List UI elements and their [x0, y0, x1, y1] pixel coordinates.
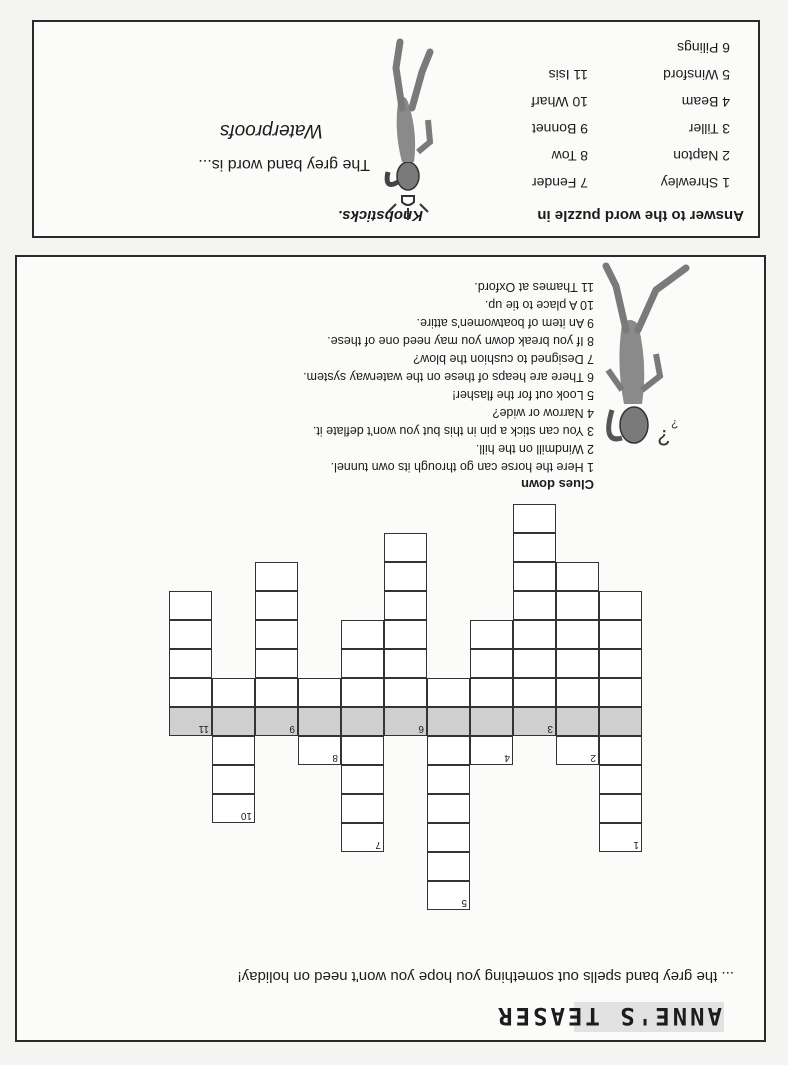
clue-item: 3 You can stick a pin in this but you won't deflate it. [312, 424, 594, 438]
grid-cell [341, 649, 384, 678]
grid-cell [341, 620, 384, 649]
grid-cell [556, 562, 599, 591]
answer-item: 5 Winsford [663, 67, 730, 83]
clue-item: 9 An item of boatwomen's attire. [416, 316, 594, 330]
grid-cell [599, 765, 642, 794]
grid-cell [384, 678, 427, 707]
grid-cell [169, 649, 212, 678]
clue-number: 8 [332, 752, 338, 763]
clue-number: 9 [289, 723, 295, 734]
grid-cell [427, 707, 470, 736]
grid-cell [427, 881, 470, 910]
grid-cell [470, 620, 513, 649]
grid-cell [169, 678, 212, 707]
grid-cell [384, 707, 427, 736]
grid-cell [341, 736, 384, 765]
grid-cell [255, 678, 298, 707]
grid-cell [556, 707, 599, 736]
clue-number: 4 [504, 752, 510, 763]
grid-cell [470, 678, 513, 707]
answer-item: 10 Wharf [531, 94, 588, 110]
answer-item: 3 Tiller [688, 121, 730, 137]
grid-cell [513, 562, 556, 591]
grid-cell [212, 794, 255, 823]
grid-cell [212, 707, 255, 736]
grid-cell [470, 649, 513, 678]
grid-cell [212, 736, 255, 765]
grid-cell [599, 591, 642, 620]
grid-cell [556, 649, 599, 678]
clues-heading: Clues down [521, 477, 594, 492]
answer-item: 9 Bonnet [531, 121, 588, 137]
grid-cell [599, 707, 642, 736]
clue-number: 6 [418, 723, 424, 734]
answer-item: 6 Pilings [677, 40, 730, 56]
grid-cell [341, 765, 384, 794]
grid-cell [384, 620, 427, 649]
puzzle-box [15, 255, 766, 1042]
grid-cell [384, 591, 427, 620]
svg-text:?: ? [671, 417, 678, 431]
grid-cell [599, 823, 642, 852]
stick-figure-idea-icon [368, 28, 458, 228]
grid-cell [255, 591, 298, 620]
clue-item: 5 Look out for the flasher! [452, 388, 594, 402]
clue-number: 7 [375, 839, 381, 850]
grid-cell [169, 620, 212, 649]
grid-cell [599, 620, 642, 649]
grid-cell [427, 678, 470, 707]
grid-cell [513, 678, 556, 707]
grid-cell [556, 678, 599, 707]
grid-cell [298, 707, 341, 736]
grid-cell [513, 591, 556, 620]
grid-cell [470, 707, 513, 736]
grid-cell [470, 736, 513, 765]
grid-cell [384, 533, 427, 562]
grid-cell [556, 591, 599, 620]
clue-number: 2 [590, 752, 596, 763]
grid-cell [255, 707, 298, 736]
grid-cell [255, 649, 298, 678]
grid-cell [298, 736, 341, 765]
grid-cell [427, 794, 470, 823]
grid-cell [341, 678, 384, 707]
grid-cell [599, 649, 642, 678]
grid-cell [384, 649, 427, 678]
grid-cell [599, 736, 642, 765]
grid-cell [169, 591, 212, 620]
grid-cell [513, 620, 556, 649]
answer-item: 4 Beam [681, 94, 730, 110]
answer-item: 8 Tow [551, 148, 588, 164]
clue-number: 3 [547, 723, 553, 734]
clue-number: 10 [240, 810, 252, 821]
grid-cell [599, 678, 642, 707]
answer-item: 2 Napton [673, 148, 730, 164]
grid-cell [556, 736, 599, 765]
grey-band-word: Waterproofs [219, 120, 323, 141]
grid-cell [513, 504, 556, 533]
puzzle-title: ANNE'S TEASER [495, 1002, 722, 1030]
clue-item: 1 Here the horse can go through its own tunnel. [330, 460, 594, 474]
grid-cell [384, 562, 427, 591]
clue-item: 11 Thames at Oxford. [474, 280, 594, 294]
answer-item: 7 Fender [531, 175, 588, 191]
svg-text:?: ? [657, 425, 670, 450]
grid-cell [427, 765, 470, 794]
grid-cell [255, 620, 298, 649]
grid-cell [513, 533, 556, 562]
grey-band-label: The grey band word is... [198, 156, 370, 173]
clue-number: 11 [198, 723, 209, 734]
answer-item: 1 Shrewley [660, 175, 730, 191]
grid-cell [341, 707, 384, 736]
grid-cell [169, 707, 212, 736]
grid-cell [212, 678, 255, 707]
answer-item: 11 Isis [548, 67, 588, 83]
clue-item: 6 There are heaps of these on the waterway system. [303, 370, 594, 384]
grid-cell [427, 823, 470, 852]
clue-number: 1 [633, 839, 639, 850]
grid-cell [513, 707, 556, 736]
grid-cell [341, 823, 384, 852]
clue-item: 2 Windmill on the hill. [475, 442, 594, 456]
stick-figure-question-icon [584, 250, 704, 460]
answer-source: Knobsticks. [337, 207, 423, 224]
answer-heading: Answer to the word puzzle in [537, 207, 744, 224]
grid-cell [513, 649, 556, 678]
grid-cell [255, 562, 298, 591]
grid-cell [298, 678, 341, 707]
grid-cell [556, 620, 599, 649]
grid-cell [427, 736, 470, 765]
clue-item: 8 If you break down you may need one of these. [327, 334, 594, 348]
clue-item: 7 Designed to cushion the blow? [413, 352, 594, 366]
grid-cell [212, 765, 255, 794]
clue-item: 10 A place to tie up. [484, 298, 594, 312]
clue-number: 5 [461, 897, 467, 908]
grid-cell [599, 794, 642, 823]
grid-cell [427, 852, 470, 881]
grid-cell [341, 794, 384, 823]
clue-item: 4 Narrow or wide? [492, 406, 594, 420]
puzzle-intro: ... the grey band spells out something you hope you won't need on holiday! [237, 968, 734, 985]
answer-box [32, 20, 760, 238]
